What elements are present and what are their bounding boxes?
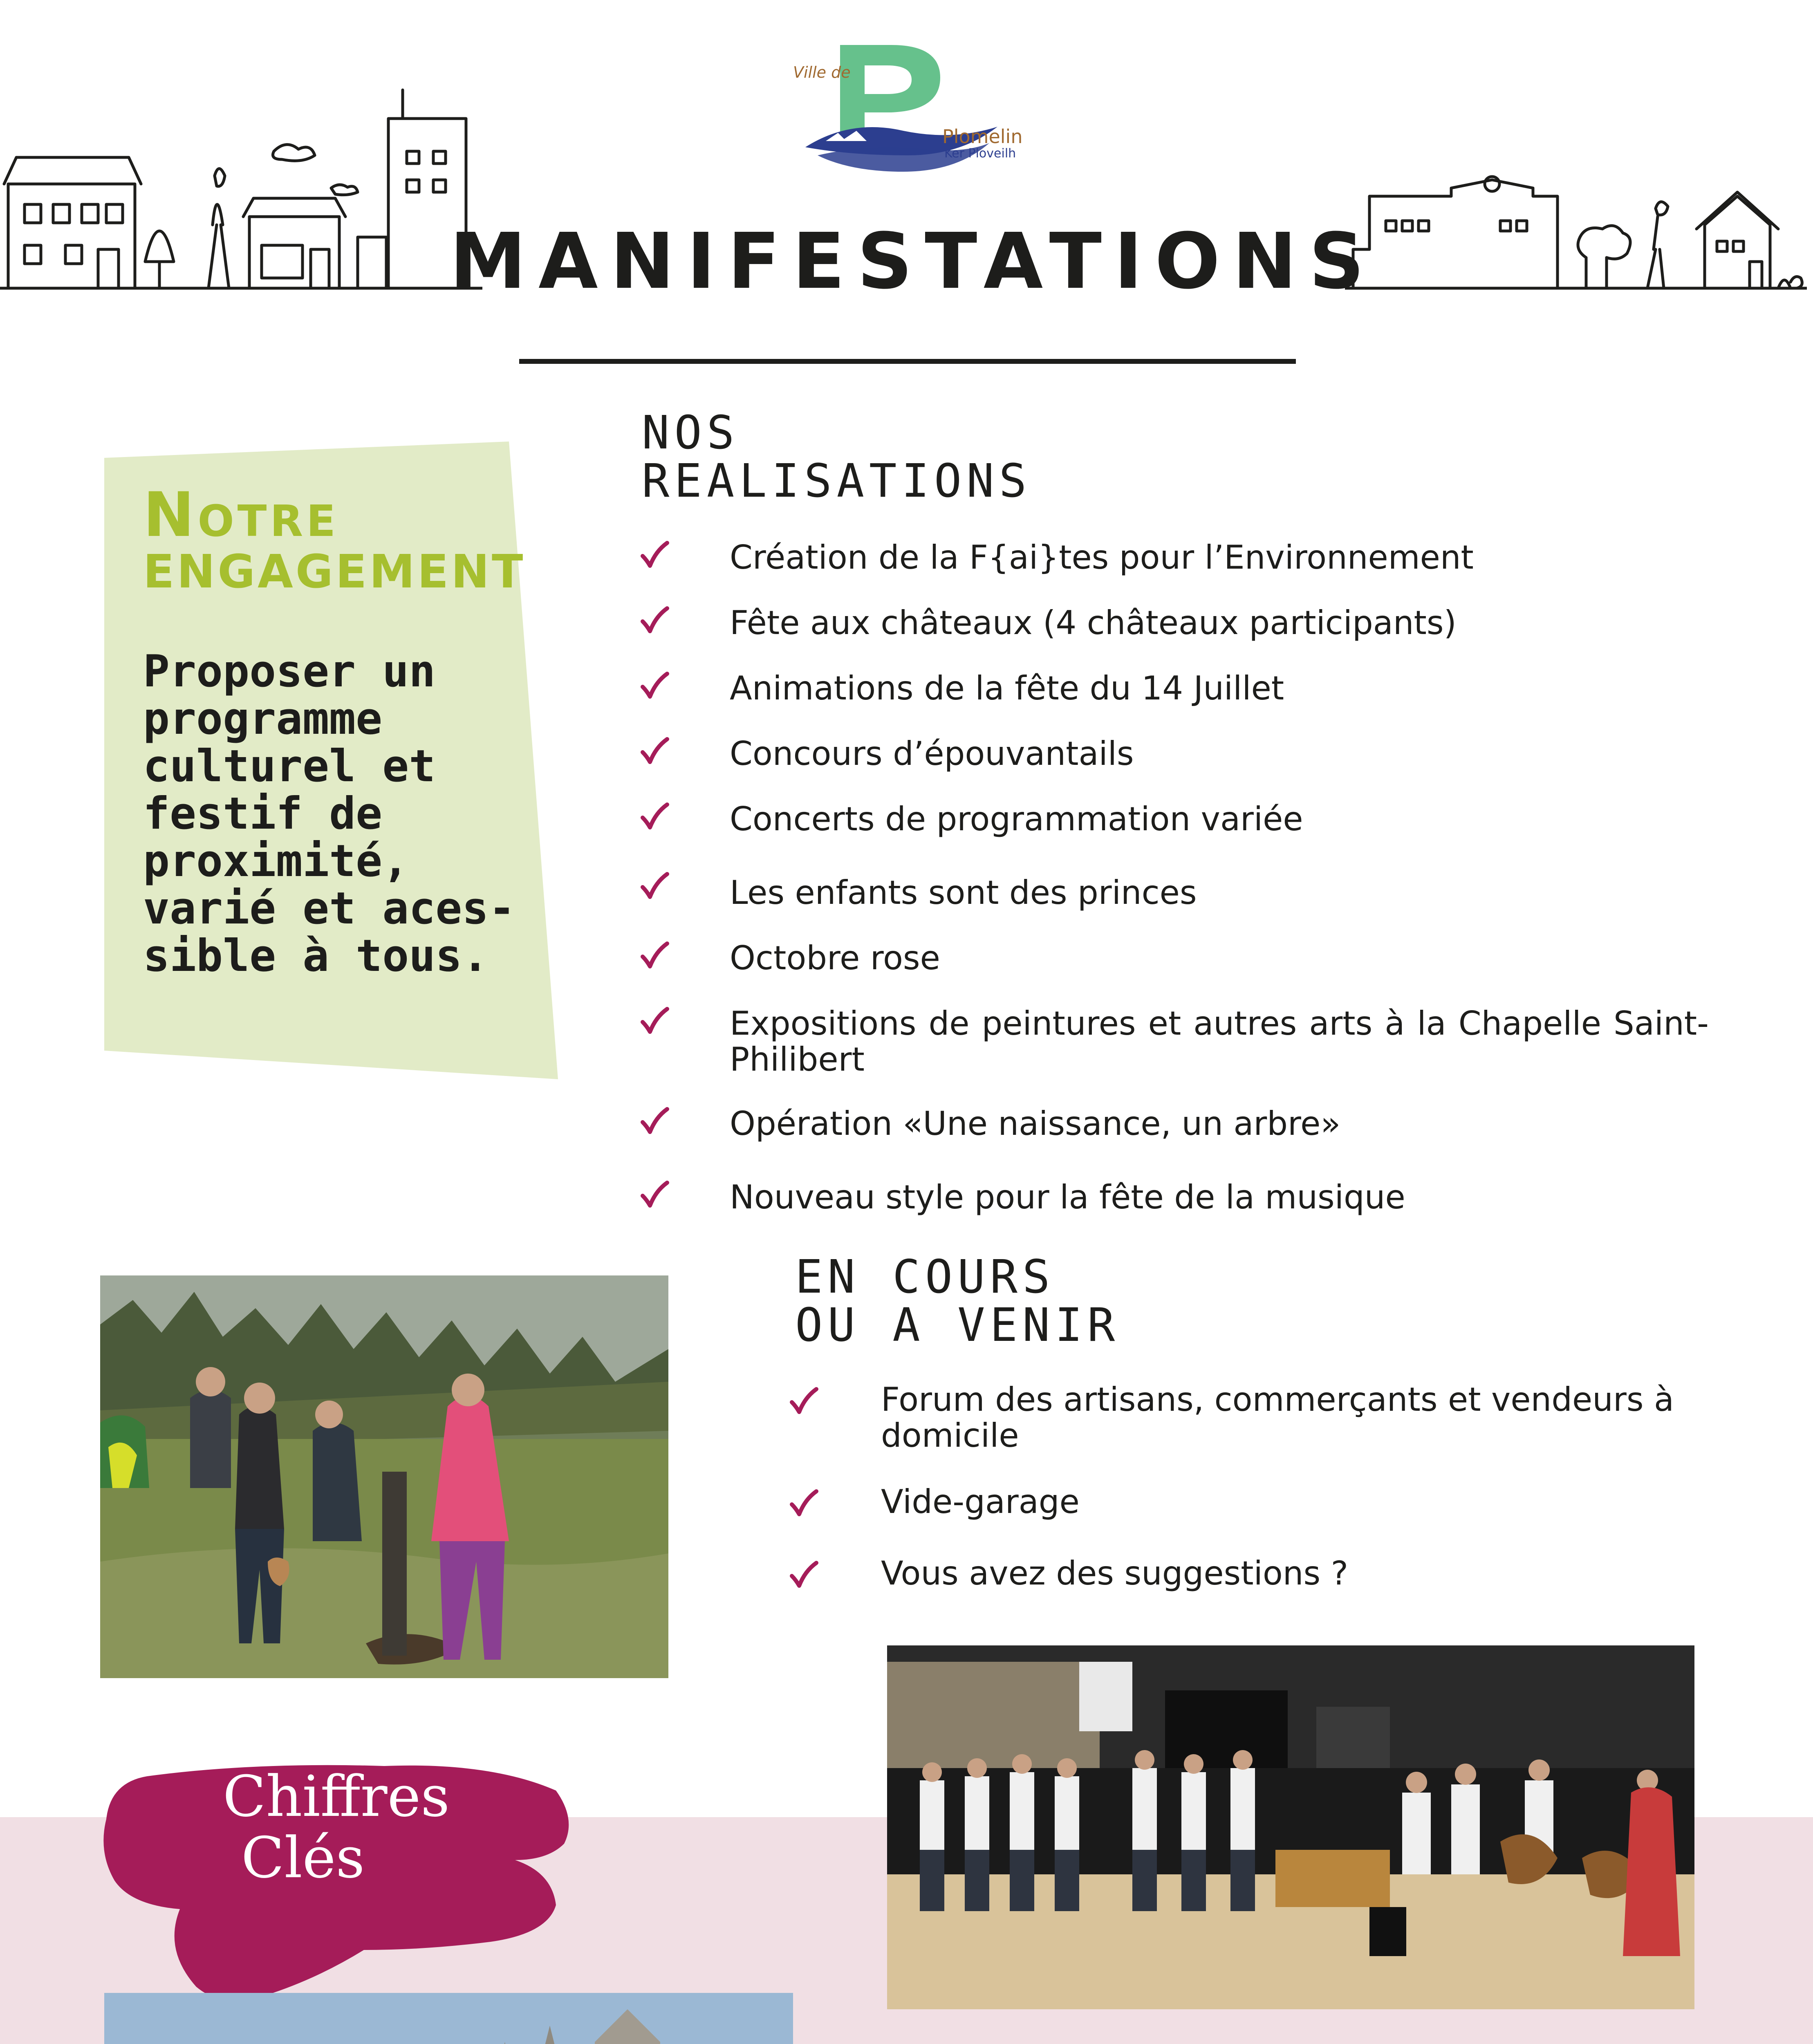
checkmark-icon <box>638 940 670 973</box>
checkmark-icon <box>638 605 670 638</box>
realisations-heading-line2: REALISATIONS <box>642 455 1032 508</box>
en-cours-heading <box>795 1251 1120 1352</box>
engagement-heading <box>143 480 526 598</box>
checkmark-icon <box>638 670 670 703</box>
realisations-heading <box>642 406 1032 508</box>
key-figures-label-line1: Chiffres <box>223 1764 450 1829</box>
realisations-item-label: Animations de la fête du 14 Juillet <box>730 669 1284 707</box>
realisations-item <box>638 670 1709 706</box>
realisations-item-label: Expositions de peintures et autres arts à la Chapelle Saint-Philibert <box>730 1004 1709 1078</box>
en-cours-item-label: Vide-garage <box>881 1483 1080 1521</box>
checkmark-icon <box>638 1106 670 1139</box>
checkmark-icon <box>787 1386 820 1419</box>
checkmark-icon <box>638 1179 670 1212</box>
checkmark-icon <box>638 801 670 834</box>
checkmark-icon <box>638 1006 670 1038</box>
realisations-item-label: Opération «Une naissance, un arbre» <box>730 1105 1341 1143</box>
key-figures-label-line2: Clés <box>241 1825 365 1891</box>
realisations-item <box>638 1006 1709 1078</box>
photo-music-concert <box>887 1645 1694 2009</box>
realisations-item-label: Fête aux châteaux (4 châteaux participants) <box>730 604 1457 642</box>
en-cours-item <box>787 1382 1674 1454</box>
realisations-item-label: Nouveau style pour la fête de la musique <box>730 1178 1405 1216</box>
en-cours-item-label: Forum des artisans, commerçants et vendeurs à domicile <box>881 1381 1674 1455</box>
en-cours-item-label: Vous avez des suggestions ? <box>881 1554 1349 1592</box>
engagement-box <box>104 442 558 1079</box>
engagement-text-line: culturel et <box>143 741 436 792</box>
realisations-item <box>638 940 1709 976</box>
title-divider <box>519 359 1296 364</box>
page-title: MANIFESTATIONS <box>450 217 1377 306</box>
checkmark-icon <box>638 871 670 903</box>
skyline-right-drawing <box>1345 155 1807 294</box>
photo-castle-festival <box>104 1993 793 2044</box>
en-cours-item <box>787 1555 1674 1591</box>
realisations-item-label: Octobre rose <box>730 939 940 977</box>
photo-tree-planting <box>100 1275 668 1678</box>
realisations-item-label: Concours d’épouvantails <box>730 735 1134 773</box>
realisations-heading-line1: NOS <box>642 406 740 459</box>
engagement-text-line: proximité, <box>143 836 409 887</box>
logo-breton-name: Ker Ploveilh <box>944 146 1016 161</box>
realisations-item <box>638 875 1709 911</box>
engagement-text-line: festif de <box>143 788 383 839</box>
realisations-item <box>638 540 1709 576</box>
engagement-text-line: sible à tous. <box>143 930 489 982</box>
logo-ville-de-text: Ville de <box>793 63 851 81</box>
logo-town-name: Plomelin <box>942 126 1023 148</box>
realisations-item <box>638 1179 1709 1215</box>
checkmark-icon <box>638 736 670 769</box>
checkmark-icon <box>638 540 670 572</box>
key-figures-label <box>223 1766 450 1889</box>
en-cours-heading-line1: EN COURS <box>795 1251 1055 1304</box>
realisations-item-label: Les enfants sont des princes <box>730 874 1197 912</box>
engagement-text <box>143 648 531 980</box>
realisations-item <box>638 605 1709 641</box>
checkmark-icon <box>787 1488 820 1521</box>
engagement-heading-line2: ENGAGEMENT <box>143 545 526 598</box>
realisations-item-label: Création de la F{ai}tes pour l’Environnement <box>730 538 1474 576</box>
engagement-text-line: programme <box>143 693 383 744</box>
checkmark-icon <box>787 1560 820 1592</box>
realisations-item <box>638 736 1709 772</box>
realisations-item-label: Concerts de programmation variée <box>730 800 1303 838</box>
en-cours-item <box>787 1484 1674 1520</box>
engagement-text-line: varié et aces- <box>143 883 515 934</box>
en-cours-heading-line2: OU A VENIR <box>795 1299 1120 1352</box>
town-logo <box>769 33 1055 180</box>
skyline-left-drawing <box>0 82 482 294</box>
realisations-item <box>638 1106 1709 1142</box>
realisations-item <box>638 801 1709 837</box>
engagement-heading-line1: Notre <box>143 480 339 551</box>
engagement-text-line: Proposer un <box>143 646 436 697</box>
